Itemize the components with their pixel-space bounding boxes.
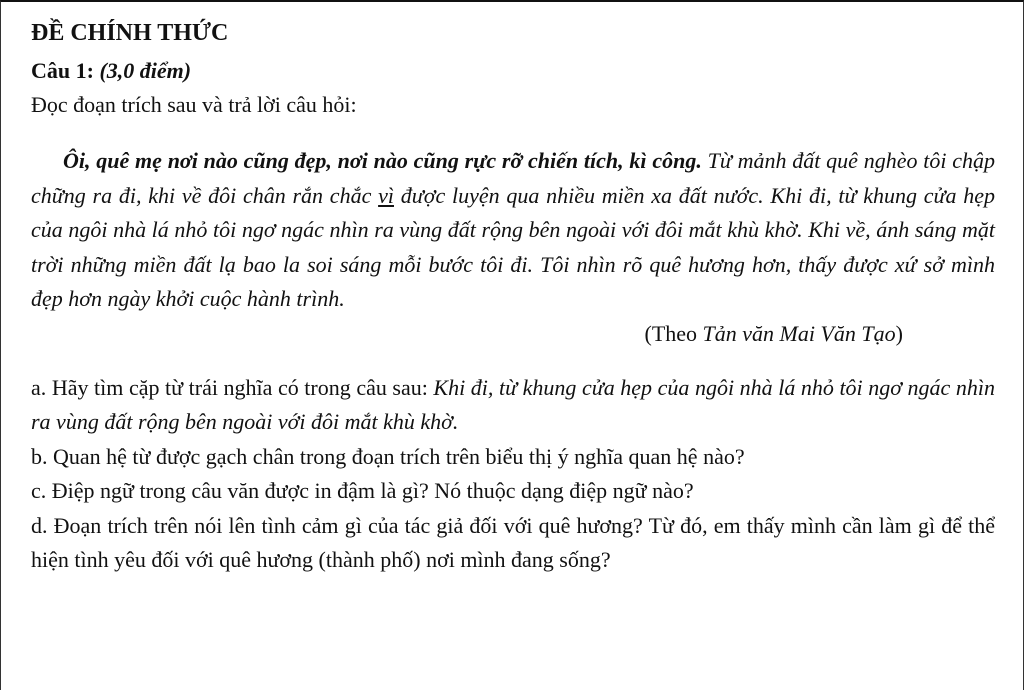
passage-text-2: được luyện qua nhiều miền xa đất nước. Khi đi, từ khung cửa hẹp của ngôi nhà lá nhỏ tôi ngơ ngác nhìn ra vùng đất rộng bên ngoài với đôi mắt khù khờ. Khi về, ánh sáng mặt trời những miền đất lạ bao la soi sáng mỗi bước tôi đi. Tôi nhìn rõ quê hương hơn, thấy được xứ sở mình đẹp hơn ngày khởi cuộc hành trình. (31, 182, 995, 311)
sub-questions (31, 371, 995, 578)
sub-question-a (31, 371, 995, 440)
passage-source (31, 317, 995, 351)
sub-question-b: b. Quan hệ từ được gạch chân trong đoạn trích trên biểu thị ý nghĩa quan hệ nào? (31, 443, 745, 469)
question-points: (3,0 điểm) (99, 58, 192, 83)
exam-heading: ĐỀ CHÍNH THỨC (31, 20, 229, 46)
source-work: Tản văn Mai Văn Tạo (702, 320, 896, 346)
source-prefix: (Theo (644, 320, 703, 346)
passage-text-1: Từ mảnh đất quê nghèo tôi chập chững ra đi, khi về đôi chân rắn chắc (31, 148, 995, 208)
sub-question-d: d. Đoạn trích trên nói lên tình cảm gì của tác giả đối với quê hương? Từ đó, em thấy mình cần làm gì để thể hiện tình yêu đối với quê hương (thành phố) nơi mình đang sống? (31, 512, 995, 572)
question-title (31, 54, 995, 88)
passage-underlined-word: vì (378, 182, 394, 208)
passage-bold-sentence: Ôi, quê mẹ nơi nào cũng đẹp, nơi nào cũng rực rỡ chiến tích, kì công. (63, 148, 702, 173)
sub-question-a-prompt: a. Hãy tìm cặp từ trái nghĩa có trong câu sau: (31, 374, 434, 400)
passage (31, 144, 995, 317)
source-suffix: ) (895, 320, 903, 346)
instruction-text: Đọc đoạn trích sau và trả lời câu hỏi: (31, 92, 357, 117)
sub-question-a-quote: Khi đi, từ khung cửa hẹp của ngôi nhà lá nhỏ tôi ngơ ngác nhìn ra vùng đất rộng bên ngoài với đôi mắt khù khờ. (31, 374, 995, 434)
question-number: Câu 1: (31, 58, 94, 83)
sub-question-c: c. Điệp ngữ trong câu văn được in đậm là gì? Nó thuộc dạng điệp ngữ nào? (31, 478, 694, 503)
